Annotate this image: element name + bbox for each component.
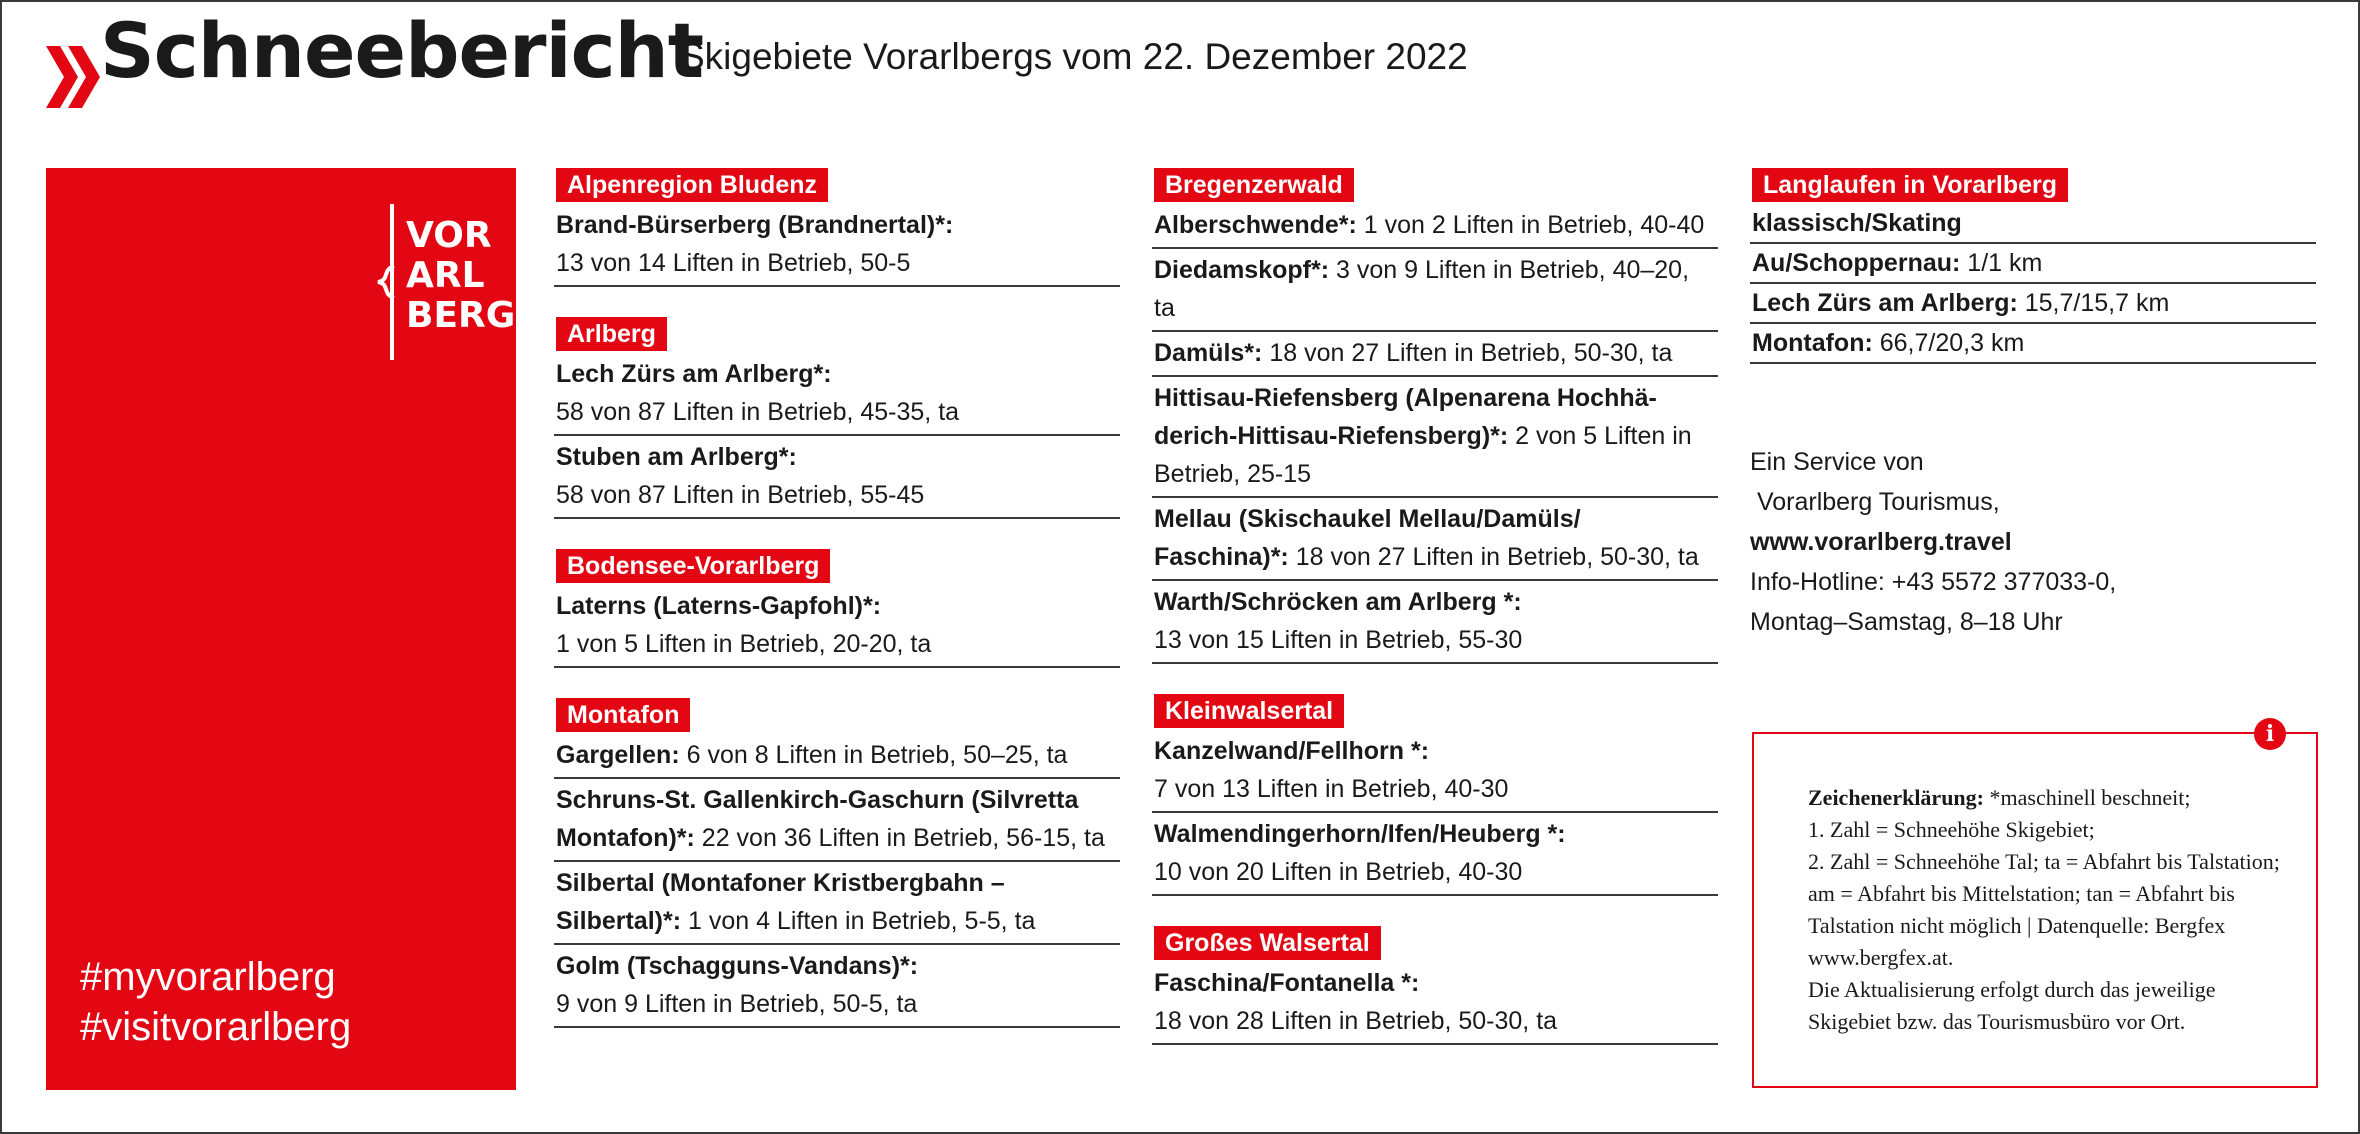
trail-entry: Montafon: 66,7/20,3 km (1750, 324, 2316, 364)
page-subtitle: Skigebiete Vorarlbergs vom 22. Dezember 2022 (680, 36, 1468, 77)
website-link[interactable]: www.vorarlberg.travel (1750, 528, 2012, 556)
region-kleinwalsertal (1152, 694, 1718, 896)
resort-entry: Brand-Bürserberg (Brandnertal)*: 13 von 14 Liften in Betrieb, 50-5 (554, 204, 1120, 287)
region-arlberg (554, 317, 1120, 519)
resort-entry: Walmendingerhorn/Ifen/Heuberg *: 10 von 20 Liften in Betrieb, 40-30 (1152, 813, 1718, 896)
region-alpenregion-bludenz (554, 168, 1120, 287)
region-label: Bregenzerwald (1154, 168, 1354, 202)
resort-entry: Golm (Tschagguns-Vandans)*: 9 von 9 Liften in Betrieb, 50-5, ta (554, 945, 1120, 1028)
resort-entry: Faschina/Fontanella *: 18 von 28 Liften in Betrieb, 50-30, ta (1152, 962, 1718, 1045)
resort-entry: Hittisau-Riefensberg (Alpenarena Hochhäderich-Hittisau-Riefensberg)*: 2 von 5 Liften in Betrieb, 25-15 (1152, 377, 1718, 498)
resort-entry: Gargellen: 6 von 8 Liften in Betrieb, 50–25, ta (554, 734, 1120, 779)
logo-text: VOR ARL BERG (406, 215, 516, 336)
region-label: Alpenregion Bludenz (556, 168, 828, 202)
hashtag-myvorarlberg: #myvorarlberg (80, 955, 336, 999)
hashtags (80, 952, 351, 1052)
column-1 (554, 168, 1120, 1058)
resort-entry: Silbertal (Montafoner Kristbergbahn – Silbertal)*: 1 von 4 Liften in Betrieb, 5-5, ta (554, 862, 1120, 945)
legend-box (1752, 721, 2318, 1088)
resort-entry: Alberschwende*: 1 von 2 Liften in Betrieb, 40-40 (1152, 204, 1718, 249)
hotline: Info-Hotline: +43 5572 377033-0, (1750, 568, 2117, 596)
resort-entry: Laterns (Laterns-Gapfohl)*: 1 von 5 Liften in Betrieb, 20-20, ta (554, 585, 1120, 668)
resort-entry: Damüls*: 18 von 27 Liften in Betrieb, 50-30, ta (1152, 332, 1718, 377)
resort-entry: Lech Zürs am Arlberg*: 58 von 87 Liften in Betrieb, 45-35, ta (554, 353, 1120, 436)
service-info: Ein Service von Vorarlberg Tourismus, www.vorarlberg.travel Info-Hotline: +43 5572 377033-0, Montag–Samstag, 8–18 Uhr (1750, 442, 2316, 642)
trail-entry: Au/Schoppernau: 1/1 km (1750, 244, 2316, 284)
region-label: Großes Walsertal (1154, 926, 1381, 960)
region-grosses-walsertal (1152, 926, 1718, 1045)
region-label: Bodensee-Vorarlberg (556, 549, 830, 583)
region-bodensee-vorarlberg (554, 549, 1120, 668)
brand-panel (46, 168, 516, 1090)
resort-entry: Stuben am Arlberg*: 58 von 87 Liften in Betrieb, 55-45 (554, 436, 1120, 519)
region-montafon (554, 698, 1120, 1028)
vorarlberg-logo (340, 204, 516, 360)
resort-entry: Schruns-St. Gallenkirch-Gaschurn (Silvretta Montafon)*: 22 von 36 Liften in Betrieb, 56-15, ta (554, 779, 1120, 862)
resort-entry: Warth/Schröcken am Arlberg *: 13 von 15 Liften in Betrieb, 55-30 (1152, 581, 1718, 664)
langlaufen-heading: klassisch/Skating (1750, 204, 2316, 244)
resort-entry: Kanzelwand/Fellhorn *: 7 von 13 Liften in Betrieb, 40-30 (1152, 730, 1718, 813)
resort-entry: Diedamskopf*: 3 von 9 Liften in Betrieb, 40–20, ta (1152, 249, 1718, 332)
hashtag-visitvorarlberg: #visitvorarlberg (80, 1005, 352, 1049)
column-3 (1750, 168, 2316, 394)
double-chevron-icon (46, 46, 102, 108)
column-2 (1152, 168, 1718, 1075)
langlaufen-section (1750, 168, 2316, 364)
info-icon: i (2254, 718, 2286, 750)
legend-content: Zeichenerklärung: *maschinell beschneit; 1. Zahl = Schneehöhe Skigebiet; 2. Zahl = Schneehöhe Tal; ta = Abfahrt bis Talstation; am = Abfahrt bis Mittelstation; tan = Abfahrt bis Talstation nicht möglich | Datenquelle: Bergfex www.bergfex.at. Die Aktualisierung erfolgt durch das jeweilige Skigebiet bzw. das Tourismusbüro vor Ort. (1808, 785, 2280, 1034)
trail-entry: Lech Zürs am Arlberg: 15,7/15,7 km (1750, 284, 2316, 324)
region-label: Langlaufen in Vorarlberg (1752, 168, 2068, 202)
page-title: Schneebericht (100, 6, 704, 95)
opening-hours: Montag–Samstag, 8–18 Uhr (1750, 608, 2063, 636)
resort-entry: Mellau (Skischaukel Mellau/Damüls/ Faschina)*: 18 von 27 Liften in Betrieb, 50-30, ta (1152, 498, 1718, 581)
region-label: Arlberg (556, 317, 667, 351)
region-label: Montafon (556, 698, 690, 732)
logo-brace-icon (376, 266, 396, 298)
region-label: Kleinwalsertal (1154, 694, 1344, 728)
region-bregenzerwald (1152, 168, 1718, 664)
